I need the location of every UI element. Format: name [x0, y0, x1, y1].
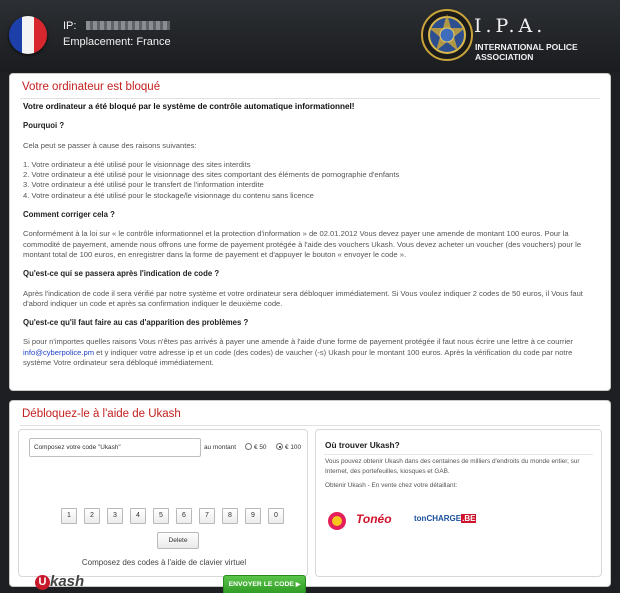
header-bar [0, 0, 620, 72]
reason-item: 4. Votre ordinateur a été utilisé pour le stockage/le visionnage du contenu sans licence [23, 190, 314, 200]
divider [20, 425, 600, 426]
delete-button[interactable]: Delete [157, 532, 199, 549]
send-code-button[interactable] [223, 575, 306, 593]
problem-text-part-1: Si pour n'importes quelles raisons Vous n'êtes pas arrivés à payer une amende à l'aide d'une forme de payement protégée il faut nous écrire une lettre à ce courrier [23, 337, 573, 347]
problem-heading: Qu'est-ce qu'il faut faire au cas d'apparition des problèmes ? [23, 318, 249, 328]
fix-heading: Comment corriger cela ? [23, 210, 115, 220]
org-abbreviation: I.P.A. [474, 15, 547, 37]
problem-text-part-2: et y indiquer votre adresse ip et un code (des codes) de vaucher (-s) Ukash pour le montant 100 euros. Après la vérification du code par notre système Votre ordinateur sera débloqué immédiatement. [23, 347, 573, 368]
amount-50-radio[interactable] [245, 443, 252, 450]
amount-50-label: € 50 [254, 444, 267, 451]
reason-item: 3. Votre ordinateur a été utilisé pour le transfert de l'information interdite [23, 180, 264, 190]
where-to-buy-box [315, 429, 602, 577]
amount-100-radio[interactable] [276, 443, 283, 450]
ukash-logo-text: kash [50, 573, 85, 590]
reason-item: 1. Votre ordinateur a été utilisé pour le visionnage des sites interdits [23, 159, 251, 169]
after-code-heading: Qu'est-ce qui se passera après l'indication de code ? [23, 269, 220, 279]
ukash-logo-u: U [35, 575, 50, 590]
ukash-code-input[interactable] [29, 438, 201, 457]
keypad-key-7[interactable]: 7 [199, 508, 215, 524]
virtual-keypad [61, 508, 284, 524]
send-code-label: ENVOYER LE CODE [228, 581, 294, 588]
police-seal-icon [420, 8, 474, 62]
why-heading: Pourquoi ? [23, 121, 65, 131]
why-intro: Cela peut se passer à cause des raisons suivantes: [23, 140, 197, 150]
keypad-key-2[interactable]: 2 [84, 508, 100, 524]
ip-redacted-block [86, 21, 170, 30]
fix-text: Conformément à la loi sur « le contrôle informationnel et la protection d'information » de 02.01.2012 Vous devez payer une amende de montant 100 euros. Pour la commodité de payement, amende nous offrons une forme de payement protégée à l'aide des vouchers Ukash. Vous devez acheter un voucher (des vouchers) pour le montant total de 100 euros, en enregistrer dans la forme de payement et d'appuyer le bouton « envoyer le code ». [23, 229, 582, 259]
retailer-intro: Obtenir Ukash - En vente chez votre détaillant: [325, 482, 458, 489]
contact-email-link[interactable]: info@cyberpolice.pm [23, 347, 95, 357]
ukash-title: Débloquez-le à l'aide de Ukash [22, 408, 181, 420]
divider [20, 98, 600, 99]
keypad-key-0[interactable]: 0 [268, 508, 284, 524]
keypad-key-3[interactable]: 3 [107, 508, 123, 524]
divider [324, 454, 593, 455]
retailer-toncharge-text: tonCHARGE [414, 514, 462, 523]
virtual-keyboard-hint: Composez des codes à l'aide de clavier virtuel [81, 558, 247, 567]
notice-content [23, 102, 601, 368]
problem-text [23, 337, 601, 368]
keypad-key-6[interactable]: 6 [176, 508, 192, 524]
blocked-notice-panel [9, 73, 611, 391]
keypad-key-4[interactable]: 4 [130, 508, 146, 524]
ukash-logo [35, 573, 84, 590]
reason-item: 2. Votre ordinateur a été utilisé pour le visionnage des sites comportant des éléments de pornographie d'enfants [23, 170, 400, 180]
keypad-key-9[interactable]: 9 [245, 508, 261, 524]
ip-label: IP: [63, 20, 77, 32]
amount-label: au montant [204, 444, 236, 451]
code-entry-box [18, 429, 308, 590]
ukash-unlock-panel [9, 400, 611, 590]
retailer-toncharge-suffix: .BE [462, 514, 476, 523]
where-text: Vous pouvez obtenir Ukash dans des centaines de milliers d'endroits du monde entier, sur Internet, des portefeuilles, kiosques et GAB. [325, 458, 580, 476]
arrow-right-icon: ▶ [295, 582, 301, 588]
keypad-key-1[interactable]: 1 [61, 508, 77, 524]
blocked-title: Votre ordinateur est bloqué [22, 81, 161, 93]
france-flag-icon [9, 16, 47, 54]
retailer-logo-1-icon [326, 510, 348, 532]
org-full-name: INTERNATIONAL POLICE ASSOCIATION [475, 42, 578, 62]
location-label: Emplacement: France [63, 36, 171, 48]
retailer-toncharge-logo [414, 514, 476, 523]
retailer-toneo-logo: Tonéo [356, 512, 392, 526]
where-title: Où trouver Ukash? [325, 440, 400, 450]
keypad-key-8[interactable]: 8 [222, 508, 238, 524]
ip-address-line [63, 20, 170, 32]
keypad-key-5[interactable]: 5 [153, 508, 169, 524]
after-code-text: Après l'indication de code il sera vérifié par notre système et votre ordinateur sera débloquer immédiatement. Si Vous voulez indiquer 2 codes de 50 euros, il Vous faut d'abord indiquer un code et après sa confirmation indiquer le deuxième code. [23, 288, 583, 308]
amount-100-label: € 100 [285, 444, 301, 451]
lead-statement: Votre ordinateur a été bloqué par le système de contrôle automatique informationnel! [23, 102, 355, 111]
